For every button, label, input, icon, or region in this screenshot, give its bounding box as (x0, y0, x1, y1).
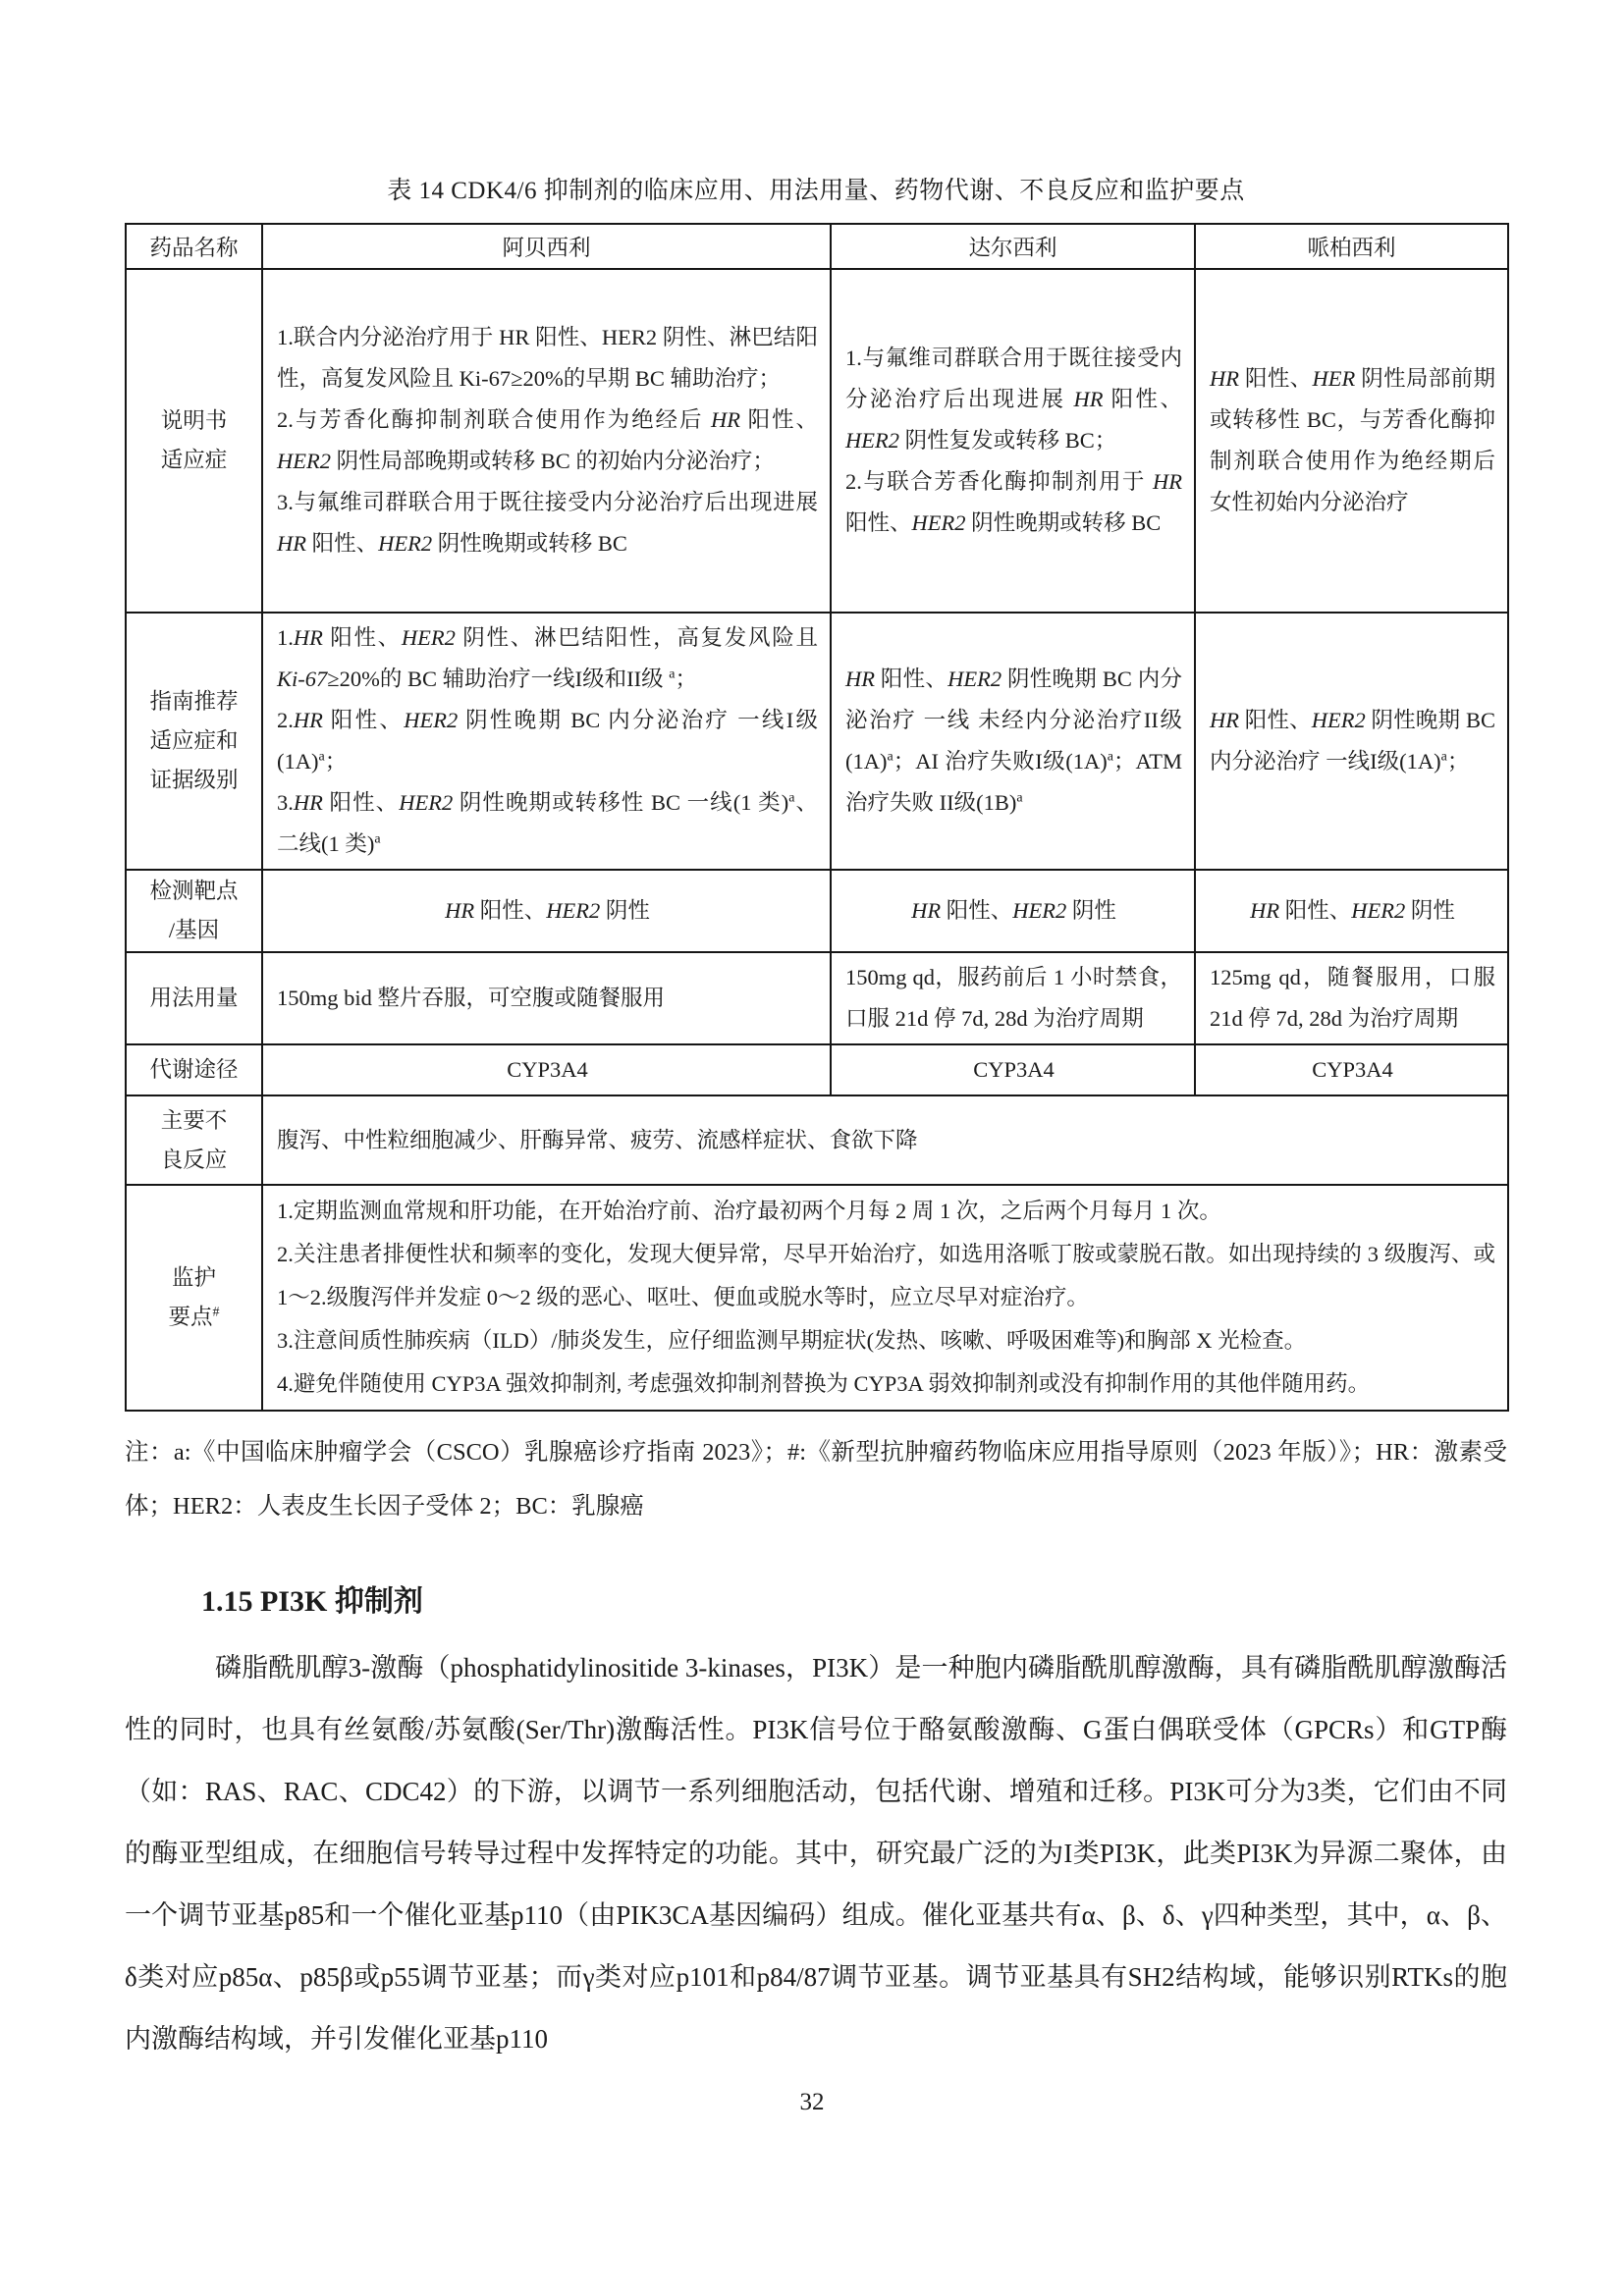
row-label: 主要不 良反应 (126, 1095, 262, 1185)
table-cell: 1.联合内分泌治疗用于 HR 阳性、HER2 阴性、淋巴结阳性，高复发风险且 Ki-67≥20%的早期 BC 辅助治疗； 2.与芳香化酶抑制剂联合使用作为绝经后 HR 阳性、HER2 阴性局部晚期或转移 BC 的初始内分泌治疗； 3.与氟维司群联合用于既往接受内分泌治疗后出现进展 HR 阳性、HER2 阴性晚期或转移 BC (262, 269, 831, 613)
table-cell: HR 阳性、HER2 阴性晚期 BC 内分泌治疗 一线I级$(1A)^a$； (1195, 613, 1508, 870)
row-label: 检测靶点 /基因 (126, 870, 262, 952)
table-cell: HR 阳性、HER2 阴性 (831, 870, 1195, 952)
table-cell: 150mg qd，服药前后 1 小时禁食，口服 21d 停 7d, 28d 为治疗周期 (831, 952, 1195, 1044)
table-footnote: 注：a:《中国临床肿瘤学会（CSCO）乳腺癌诊疗指南 2023》；#:《新型抗肿瘤药物临床应用指导原则（2023 年版）》；HR：激素受体；HER2：人表皮生长因子受体 2；BC：乳腺癌 (125, 1439, 1507, 1520)
row-label: 说明书 适应症 (126, 269, 262, 613)
table-row (126, 1044, 1508, 1095)
column-header-drug: 哌柏西利 (1195, 224, 1508, 269)
column-header-drug: 达尔西利 (831, 224, 1195, 269)
row-label: 指南推荐 适应症和 证据级别 (126, 613, 262, 870)
table-cell: 125mg qd，随餐服用，口服 21d 停 7d, 28d 为治疗周期 (1195, 952, 1508, 1044)
table-row (126, 870, 1508, 952)
table-row (126, 613, 1508, 870)
table-header-row (126, 224, 1508, 269)
drug-comparison-table (125, 223, 1509, 1412)
table-row (126, 1095, 1508, 1185)
table-row (126, 269, 1508, 613)
row-label: 代谢途径 (126, 1044, 262, 1095)
page-number: 32 (799, 2089, 825, 2115)
body-paragraph: 磷脂酰肌醇3-激酶（phosphatidylinositide 3-kinases，PI3K）是一种胞内磷脂酰肌醇激酶，具有磷脂酰肌醇激酶活性的同时，也具有丝氨酸/苏氨酸(Ser/Thr)激酶活性。PI3K信号位于酪氨酸激酶、G蛋白偶联受体（GPCRs）和GTP酶（如：RAS、RAC、CDC42）的下游，以调节一系列细胞活动，包括代谢、增殖和迁移。PI3K可分为3类，它们由不同的酶亚型组成，在细胞信号转导过程中发挥特定的功能。其中，研究最广泛的为I类PI3K，此类PI3K为异源二聚体，由一个调节亚基p85和一个催化亚基p110（由PIK3CA基因编码）组成。催化亚基共有α、β、δ、γ四种类型，其中，α、β、δ类对应p85α、p85β或p55调节亚基；而γ类对应p101和p84/87调节亚基。调节亚基具有SH2结构域，能够识别RTKs的胞内激酶结构域，并引发催化亚基p110 (125, 1653, 1507, 2054)
section-heading: 1.15 PI3K 抑制剂 (201, 1585, 423, 1618)
column-header-label: 药品名称 (126, 224, 262, 269)
table-row (126, 1185, 1508, 1411)
row-label: 监护 要点# (126, 1185, 262, 1411)
table-cell: 1.HR 阳性、HER2 阴性、淋巴结阳性，高复发风险且 Ki-67≥20%的 BC 辅助治疗一线I级和II级 $^a$； 2.HR 阳性、HER2 阴性晚期 BC 内分泌治疗 一线I级$(1A)^a$； 3.HR 阳性、HER2 阴性晚期或转移性 BC 一线(1 类)$^a$、二线(1 类)$^a$ (262, 613, 831, 870)
column-header-drug: 阿贝西利 (262, 224, 831, 269)
table-cell: 150mg bid 整片吞服，可空腹或随餐服用 (262, 952, 831, 1044)
table-cell: CYP3A4 (831, 1044, 1195, 1095)
table-cell: HR 阳性、HER2 阴性 (262, 870, 831, 952)
table-cell: HR 阳性、HER 阴性局部前期或转移性 BC，与芳香化酶抑制剂联合使用作为绝经期后女性初始内分泌治疗 (1195, 269, 1508, 613)
table-cell: HR 阳性、HER2 阴性晚期 BC 内分泌治疗 一线 未经内分泌治疗II级$(1A)^a$；AI 治疗失败I级$(1A)^a$；ATM 治疗失败 II级$(1B)^a$ (831, 613, 1195, 870)
table-cell: 1.与氟维司群联合用于既往接受内分泌治疗后出现进展 HR 阳性、HER2 阴性复发或转移 BC； 2.与联合芳香化酶抑制剂用于 HR 阳性、HER2 阴性晚期或转移 BC (831, 269, 1195, 613)
table-title: 表 14 CDK4/6 抑制剂的临床应用、用法用量、药物代谢、不良反应和监护要点 (387, 178, 1245, 204)
row-label: 用法用量 (126, 952, 262, 1044)
table-cell: CYP3A4 (262, 1044, 831, 1095)
table-row (126, 952, 1508, 1044)
table-cell: 腹泻、中性粒细胞减少、肝酶异常、疲劳、流感样症状、食欲下降 (262, 1095, 1508, 1185)
table-cell: CYP3A4 (1195, 1044, 1508, 1095)
table-cell: HR 阳性、HER2 阴性 (1195, 870, 1508, 952)
table-cell: 1.定期监测血常规和肝功能，在开始治疗前、治疗最初两个月每 2 周 1 次，之后两个月每月 1 次。 2.关注患者排便性状和频率的变化，发现大便异常，尽早开始治疗，如选用洛哌丁胺或蒙脱石散。如出现持续的 3 级腹泻、或 1～2.级腹泻伴并发症 0～2 级的恶心、呕吐、便血或脱水等时，应立尽早对症治疗。 3.注意间质性肺疾病（ILD）/肺炎发生，应仔细监测早期症状(发热、咳嗽、呼吸困难等)和胸部 X 光检查。 4.避免伴随使用 CYP3A 强效抑制剂, 考虑强效抑制剂替换为 CYP3A 弱效抑制剂或没有抑制作用的其他伴随用药。 (262, 1185, 1508, 1411)
